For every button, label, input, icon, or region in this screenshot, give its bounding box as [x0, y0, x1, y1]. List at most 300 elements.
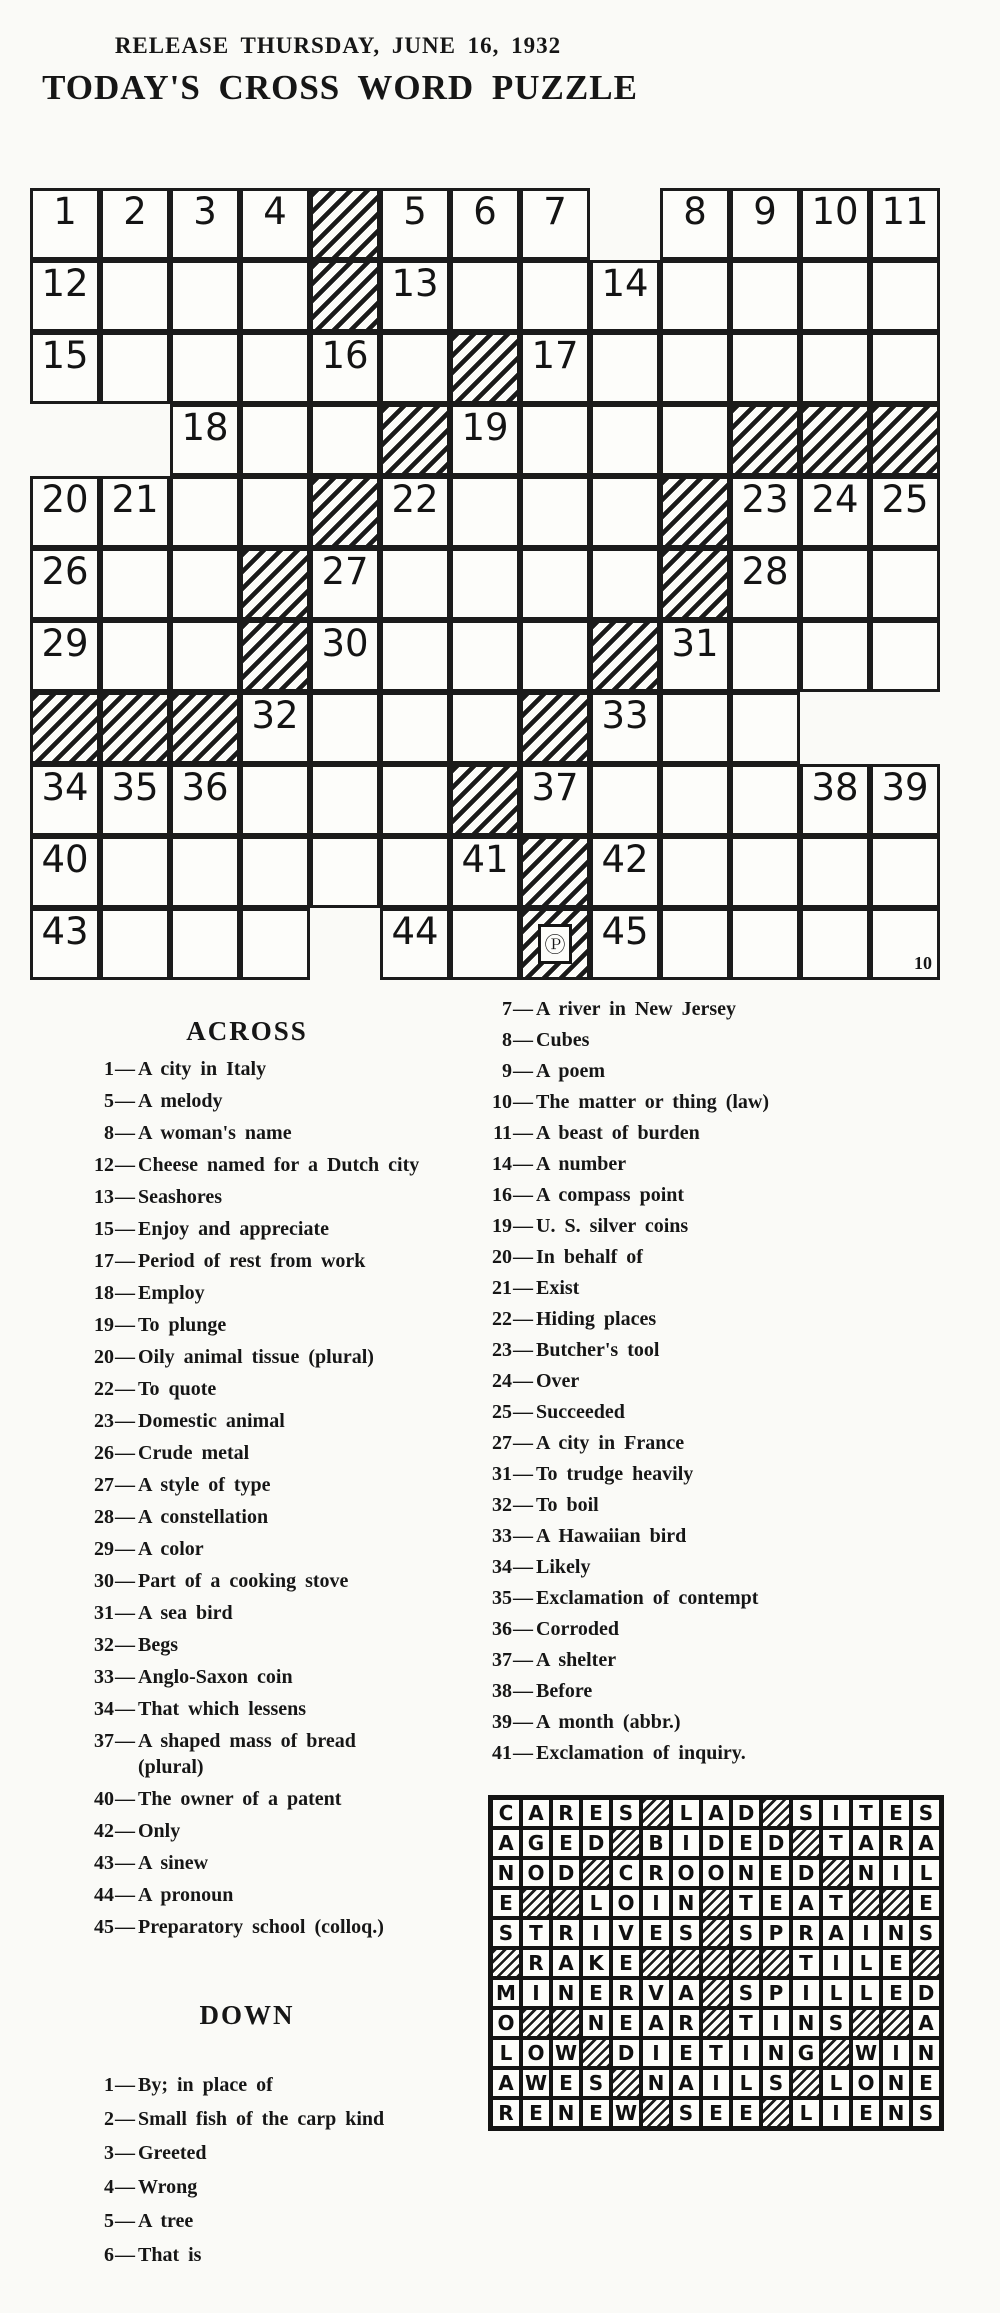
solution-letter-cell: D: [731, 1798, 761, 1828]
clue-text: Wrong: [138, 2176, 198, 2198]
solution-letter-cell: B: [641, 1828, 671, 1858]
solution-letter-cell: T: [821, 1828, 851, 1858]
clue-item: [32, 1216, 430, 1242]
puzzle-cell[interactable]: [380, 692, 450, 764]
clue-separator: —: [115, 1634, 135, 1656]
puzzle-cell[interactable]: [660, 404, 730, 476]
clue-number: 23: [94, 1410, 114, 1432]
puzzle-cell[interactable]: [310, 836, 380, 908]
puzzle-cell[interactable]: [170, 188, 240, 260]
solution-black-cell: [761, 1798, 791, 1828]
clue-item: [438, 1399, 998, 1425]
clue-number: 44: [94, 1884, 114, 1906]
clue-text: Period of rest from work: [138, 1250, 366, 1272]
clue-number: 31: [492, 1463, 512, 1485]
puzzle-cell[interactable]: [30, 908, 100, 980]
clue-separator: —: [115, 1122, 135, 1144]
puzzle-cell[interactable]: [800, 908, 870, 980]
puzzle-cell[interactable]: [800, 548, 870, 620]
puzzle-cell[interactable]: [800, 332, 870, 404]
puzzle-cell[interactable]: [660, 692, 730, 764]
puzzle-cell[interactable]: [450, 260, 520, 332]
puzzle-cell[interactable]: [100, 476, 170, 548]
clue-number: 24: [492, 1370, 512, 1392]
puzzle-cell[interactable]: [450, 836, 520, 908]
puzzle-cell[interactable]: [590, 692, 660, 764]
puzzle-cell[interactable]: [240, 692, 310, 764]
puzzle-cell[interactable]: [520, 764, 590, 836]
puzzle-cell[interactable]: [310, 332, 380, 404]
clue-number: 32: [94, 1634, 114, 1656]
clue-text: Employ: [138, 1282, 205, 1304]
puzzle-cell[interactable]: [30, 260, 100, 332]
clue-separator: —: [115, 1538, 135, 1560]
puzzle-cell[interactable]: [240, 476, 310, 548]
puzzle-cell[interactable]: [450, 908, 520, 980]
solution-letter-cell: I: [581, 1918, 611, 1948]
solution-letter-cell: E: [581, 1978, 611, 2008]
clue-item: [438, 1709, 998, 1735]
puzzle-cell[interactable]: [240, 764, 310, 836]
puzzle-cell[interactable]: [590, 476, 660, 548]
clue-item: [32, 1914, 430, 1940]
puzzle-cell[interactable]: [660, 836, 730, 908]
clue-text: Exclamation of contempt: [536, 1587, 759, 1609]
puzzle-cell[interactable]: [870, 548, 940, 620]
puzzle-cell[interactable]: [450, 692, 520, 764]
solution-letter-cell: E: [581, 2098, 611, 2128]
clue-item: [32, 1632, 430, 1658]
puzzle-cell[interactable]: [30, 836, 100, 908]
puzzle-cell[interactable]: [660, 908, 730, 980]
clue-text: A compass point: [536, 1184, 685, 1206]
puzzle-cell[interactable]: [800, 260, 870, 332]
black-cell: [380, 404, 450, 476]
clue-separator: —: [115, 2074, 135, 2096]
cell-number: 27: [321, 550, 369, 593]
cell-number: 41: [461, 838, 509, 881]
clue-text: A style of type: [138, 1474, 271, 1496]
cell-number: 34: [41, 766, 89, 809]
clue-item: [438, 1461, 998, 1487]
puzzle-cell[interactable]: [590, 764, 660, 836]
puzzle-cell[interactable]: [730, 620, 800, 692]
black-cell: [590, 620, 660, 692]
puzzle-cell[interactable]: [30, 332, 100, 404]
solution-black-cell: [521, 1888, 551, 1918]
puzzle-cell[interactable]: [30, 188, 100, 260]
puzzle-cell[interactable]: [590, 332, 660, 404]
solution-letter-cell: R: [791, 1918, 821, 1948]
puzzle-cell[interactable]: [30, 764, 100, 836]
puzzle-cell[interactable]: [800, 476, 870, 548]
puzzle-cell[interactable]: [170, 260, 240, 332]
clue-item: [438, 1492, 998, 1518]
cell-number: 31: [671, 622, 719, 665]
clue-separator: —: [513, 1060, 533, 1082]
black-cell: [660, 548, 730, 620]
solution-letter-cell: E: [551, 1828, 581, 1858]
cell-number: 15: [41, 334, 89, 377]
clue-item: [438, 1337, 998, 1363]
solution-letter-cell: O: [701, 1858, 731, 1888]
clue-item: [32, 2072, 462, 2098]
clue-text: Before: [536, 1680, 593, 1702]
solution-letter-cell: N: [851, 1858, 881, 1888]
solution-letter-cell: R: [521, 1948, 551, 1978]
puzzle-cell[interactable]: [590, 404, 660, 476]
cell-number: 10: [811, 190, 859, 233]
clue-text: By; in place of: [138, 2074, 273, 2096]
clue-separator: —: [115, 1154, 135, 1176]
clue-number: 12: [94, 1154, 114, 1176]
clue-item: [438, 1554, 998, 1580]
cell-number: 9: [753, 190, 777, 233]
solution-letter-cell: R: [641, 1858, 671, 1888]
puzzle-cell[interactable]: [100, 548, 170, 620]
puzzle-cell[interactable]: [240, 908, 310, 980]
clue-text: Only: [138, 1820, 181, 1842]
solution-letter-cell: R: [551, 1798, 581, 1828]
clue-number: 1: [104, 2074, 114, 2096]
puzzle-cell[interactable]: [590, 548, 660, 620]
puzzle-cell[interactable]: [870, 620, 940, 692]
solution-letter-cell: I: [521, 1978, 551, 2008]
clue-item: [438, 1058, 998, 1084]
solution-letter-cell: D: [611, 2038, 641, 2068]
clue-separator: —: [115, 1788, 135, 1810]
clue-number: 37: [492, 1649, 512, 1671]
clue-text: To boil: [536, 1494, 599, 1516]
puzzle-cell[interactable]: [380, 764, 450, 836]
puzzle-cell[interactable]: [520, 404, 590, 476]
clue-item: [32, 1248, 430, 1274]
solution-black-cell: [641, 2098, 671, 2128]
solution-letter-cell: L: [491, 2038, 521, 2068]
solution-letter-cell: N: [491, 1858, 521, 1888]
clue-number: 23: [492, 1339, 512, 1361]
puzzle-cell[interactable]: [310, 620, 380, 692]
clue-separator: —: [115, 1730, 135, 1752]
solution-letter-cell: C: [611, 1858, 641, 1888]
puzzle-cell[interactable]: [730, 188, 800, 260]
puzzle-cell[interactable]: [800, 188, 870, 260]
puzzle-cell[interactable]: [660, 620, 730, 692]
solution-black-cell: [491, 1948, 521, 1978]
puzzle-cell[interactable]: [30, 548, 100, 620]
puzzle-cell[interactable]: [730, 908, 800, 980]
puzzle-cell[interactable]: [870, 476, 940, 548]
solution-letter-cell: R: [881, 1828, 911, 1858]
clue-separator: —: [513, 1091, 533, 1113]
clue-separator: —: [513, 1742, 533, 1764]
clue-text: A number: [536, 1153, 627, 1175]
clue-number: 27: [492, 1432, 512, 1454]
puzzle-cell[interactable]: [660, 332, 730, 404]
cell-number: 18: [181, 406, 229, 449]
down-clue-list-continued: [438, 996, 998, 1771]
puzzle-cell[interactable]: [240, 188, 310, 260]
clue-separator: —: [115, 1378, 135, 1400]
clue-separator: —: [513, 1618, 533, 1640]
puzzle-cell[interactable]: [870, 764, 940, 836]
solution-letter-cell: E: [881, 1978, 911, 2008]
puzzle-cell[interactable]: [170, 908, 240, 980]
black-cell: [310, 188, 380, 260]
clue-number: 34: [492, 1556, 512, 1578]
solution-black-cell: [551, 1888, 581, 1918]
clue-text: Greeted: [138, 2142, 207, 2164]
puzzle-cell[interactable]: [170, 404, 240, 476]
solution-letter-cell: A: [521, 1798, 551, 1828]
puzzle-cell[interactable]: [730, 332, 800, 404]
clue-number: 38: [492, 1680, 512, 1702]
cell-number: 43: [41, 910, 89, 953]
cell-number: 30: [321, 622, 369, 665]
solution-letter-cell: S: [821, 2008, 851, 2038]
puzzle-cell[interactable]: [380, 260, 450, 332]
cell-number: 1: [53, 190, 77, 233]
clue-number: 29: [94, 1538, 114, 1560]
cell-number: 29: [41, 622, 89, 665]
puzzle-cell[interactable]: [100, 764, 170, 836]
clue-item: [32, 1600, 430, 1626]
puzzle-cell[interactable]: [100, 332, 170, 404]
solution-letter-cell: E: [671, 2038, 701, 2068]
solution-black-cell: [761, 1948, 791, 1978]
black-cell: [800, 404, 870, 476]
puzzle-cell[interactable]: [520, 260, 590, 332]
clue-separator: —: [513, 1680, 533, 1702]
clue-number: 28: [94, 1506, 114, 1528]
puzzle-cell[interactable]: [310, 404, 380, 476]
clue-text: Over: [536, 1370, 580, 1392]
clue-number: 22: [492, 1308, 512, 1330]
gap-cell: [590, 188, 660, 260]
puzzle-cell[interactable]: [870, 836, 940, 908]
puzzle-cell[interactable]: [240, 836, 310, 908]
puzzle-cell[interactable]: [240, 404, 310, 476]
cell-number: 42: [601, 838, 649, 881]
puzzle-cell[interactable]: [240, 332, 310, 404]
puzzle-cell[interactable]: [590, 836, 660, 908]
puzzle-cell[interactable]: [450, 476, 520, 548]
clue-item: [438, 1120, 998, 1146]
clue-separator: —: [115, 1090, 135, 1112]
clue-text: A city in France: [536, 1432, 685, 1454]
puzzle-cell[interactable]: [170, 476, 240, 548]
solution-letter-cell: I: [641, 1888, 671, 1918]
puzzle-cell[interactable]: [800, 836, 870, 908]
release-line: RELEASE THURSDAY, JUNE 16, 1932: [114, 33, 562, 58]
clue-text: A poem: [536, 1060, 605, 1082]
solution-letter-cell: T: [851, 1798, 881, 1828]
puzzle-cell[interactable]: [520, 548, 590, 620]
puzzle-cell[interactable]: [380, 476, 450, 548]
puzzle-cell[interactable]: [730, 764, 800, 836]
cell-number: 35: [111, 766, 159, 809]
puzzle-cell[interactable]: [450, 548, 520, 620]
clue-separator: —: [115, 1506, 135, 1528]
solution-letter-cell: S: [671, 2098, 701, 2128]
puzzle-cell[interactable]: [870, 188, 940, 260]
clue-number: 8: [502, 1029, 512, 1051]
puzzle-cell[interactable]: [660, 764, 730, 836]
cell-number: 8: [683, 190, 707, 233]
clue-text: A sinew: [138, 1852, 209, 1874]
puzzle-cell[interactable]: [870, 332, 940, 404]
solution-letter-cell: L: [821, 2068, 851, 2098]
gap-cell: [870, 692, 940, 764]
cell-number: 39: [881, 766, 929, 809]
clue-separator: —: [513, 1525, 533, 1547]
solution-letter-cell: G: [521, 1828, 551, 1858]
clue-text: A tree: [138, 2210, 194, 2232]
puzzle-cell[interactable]: [380, 188, 450, 260]
puzzle-cell[interactable]: [870, 260, 940, 332]
clue-separator: —: [115, 1218, 135, 1240]
clue-number: 4: [104, 2176, 114, 2198]
puzzle-cell[interactable]: [30, 620, 100, 692]
clue-separator: —: [115, 1058, 135, 1080]
clue-item: [32, 1376, 430, 1402]
cell-number: 36: [181, 766, 229, 809]
solution-letter-cell: S: [581, 2068, 611, 2098]
clue-number: 1: [104, 1058, 114, 1080]
clue-item: [438, 1182, 998, 1208]
clue-text: Butcher's tool: [536, 1339, 660, 1361]
solution-letter-cell: N: [641, 2068, 671, 2098]
cell-number: 22: [391, 478, 439, 521]
puzzle-cell[interactable]: [590, 908, 660, 980]
puzzle-cell[interactable]: [800, 764, 870, 836]
puzzle-cell[interactable]: [730, 260, 800, 332]
solution-letter-cell: A: [641, 2008, 671, 2038]
puzzle-cell[interactable]: [100, 836, 170, 908]
clue-number: 8: [104, 1122, 114, 1144]
solution-letter-cell: A: [701, 1798, 731, 1828]
puzzle-cell[interactable]: [520, 332, 590, 404]
puzzle-cell[interactable]: [100, 908, 170, 980]
clue-separator: —: [115, 2176, 135, 2198]
solution-black-cell: [851, 1888, 881, 1918]
clue-text: Enjoy and appreciate: [138, 1218, 329, 1240]
clue-separator: —: [115, 1884, 135, 1906]
cell-number: 12: [41, 262, 89, 305]
clue-number: 7: [502, 998, 512, 1020]
puzzle-cell[interactable]: [380, 908, 450, 980]
clue-text: Hiding places: [536, 1308, 657, 1330]
clue-item: [32, 1344, 430, 1370]
puzzle-cell[interactable]: [450, 404, 520, 476]
clue-item: [32, 1882, 430, 1908]
clue-number: 5: [104, 1090, 114, 1112]
clue-text: A color: [138, 1538, 204, 1560]
clue-separator: —: [115, 1602, 135, 1624]
solution-black-cell: [821, 2038, 851, 2068]
puzzle-cell[interactable]: [100, 620, 170, 692]
clue-number: 35: [492, 1587, 512, 1609]
cell-number: 38: [811, 766, 859, 809]
cell-number: 14: [601, 262, 649, 305]
solution-black-cell: [581, 1858, 611, 1888]
puzzle-cell[interactable]: [30, 476, 100, 548]
clue-text: Cheese named for a Dutch city: [138, 1154, 420, 1176]
puzzle-cell[interactable]: [170, 332, 240, 404]
puzzle-cell[interactable]: [730, 836, 800, 908]
puzzle-cell[interactable]: [310, 764, 380, 836]
solution-letter-cell: S: [761, 2068, 791, 2098]
clue-text: To trudge heavily: [536, 1463, 694, 1485]
black-cell: [310, 260, 380, 332]
puzzle-cell[interactable]: [450, 620, 520, 692]
clue-number: 30: [94, 1570, 114, 1592]
clue-number: 18: [94, 1282, 114, 1304]
solution-letter-cell: C: [491, 1798, 521, 1828]
puzzle-cell[interactable]: [170, 764, 240, 836]
solution-letter-cell: E: [761, 1888, 791, 1918]
solution-letter-cell: S: [911, 1798, 941, 1828]
puzzle-cell[interactable]: [870, 908, 940, 980]
solution-letter-cell: E: [761, 1858, 791, 1888]
puzzle-cell[interactable]: [170, 836, 240, 908]
puzzle-cell[interactable]: [310, 548, 380, 620]
puzzle-cell[interactable]: [310, 692, 380, 764]
puzzle-cell[interactable]: [520, 476, 590, 548]
puzzle-cell[interactable]: [660, 188, 730, 260]
clue-separator: —: [513, 1029, 533, 1051]
puzzle-cell[interactable]: [380, 548, 450, 620]
clue-number: 31: [94, 1602, 114, 1624]
puzzle-grid: [30, 188, 940, 980]
solution-letter-cell: I: [761, 2008, 791, 2038]
clue-text: The matter or thing (law): [536, 1091, 770, 1113]
puzzle-cell[interactable]: [170, 548, 240, 620]
clue-text: Likely: [536, 1556, 591, 1578]
black-cell: [240, 620, 310, 692]
clue-number: 3: [104, 2142, 114, 2164]
clue-separator: —: [115, 1916, 135, 1938]
puzzle-cell[interactable]: [240, 260, 310, 332]
solution-letter-cell: P: [761, 1918, 791, 1948]
puzzle-cell[interactable]: [380, 836, 450, 908]
cell-number: 28: [741, 550, 789, 593]
puzzle-cell[interactable]: [520, 188, 590, 260]
clue-text: A woman's name: [138, 1122, 292, 1144]
puzzle-cell[interactable]: [100, 260, 170, 332]
puzzle-cell[interactable]: [170, 620, 240, 692]
clue-number: 20: [94, 1346, 114, 1368]
clue-separator: —: [513, 1215, 533, 1237]
puzzle-cell[interactable]: [450, 188, 520, 260]
puzzle-cell[interactable]: [380, 620, 450, 692]
solution-black-cell: [881, 2008, 911, 2038]
puzzle-cell[interactable]: [100, 188, 170, 260]
solution-letter-cell: I: [671, 1828, 701, 1858]
puzzle-cell[interactable]: [730, 548, 800, 620]
puzzle-cell[interactable]: [730, 476, 800, 548]
clue-item: [438, 1740, 998, 1766]
puzzle-cell[interactable]: [660, 260, 730, 332]
solution-letter-cell: V: [611, 1918, 641, 1948]
puzzle-cell[interactable]: [800, 620, 870, 692]
puzzle-cell[interactable]: [520, 620, 590, 692]
puzzle-cell[interactable]: [590, 260, 660, 332]
solution-letter-cell: O: [611, 1888, 641, 1918]
puzzle-cell[interactable]: [730, 692, 800, 764]
puzzle-cell[interactable]: [380, 332, 450, 404]
solution-letter-cell: N: [551, 2098, 581, 2128]
